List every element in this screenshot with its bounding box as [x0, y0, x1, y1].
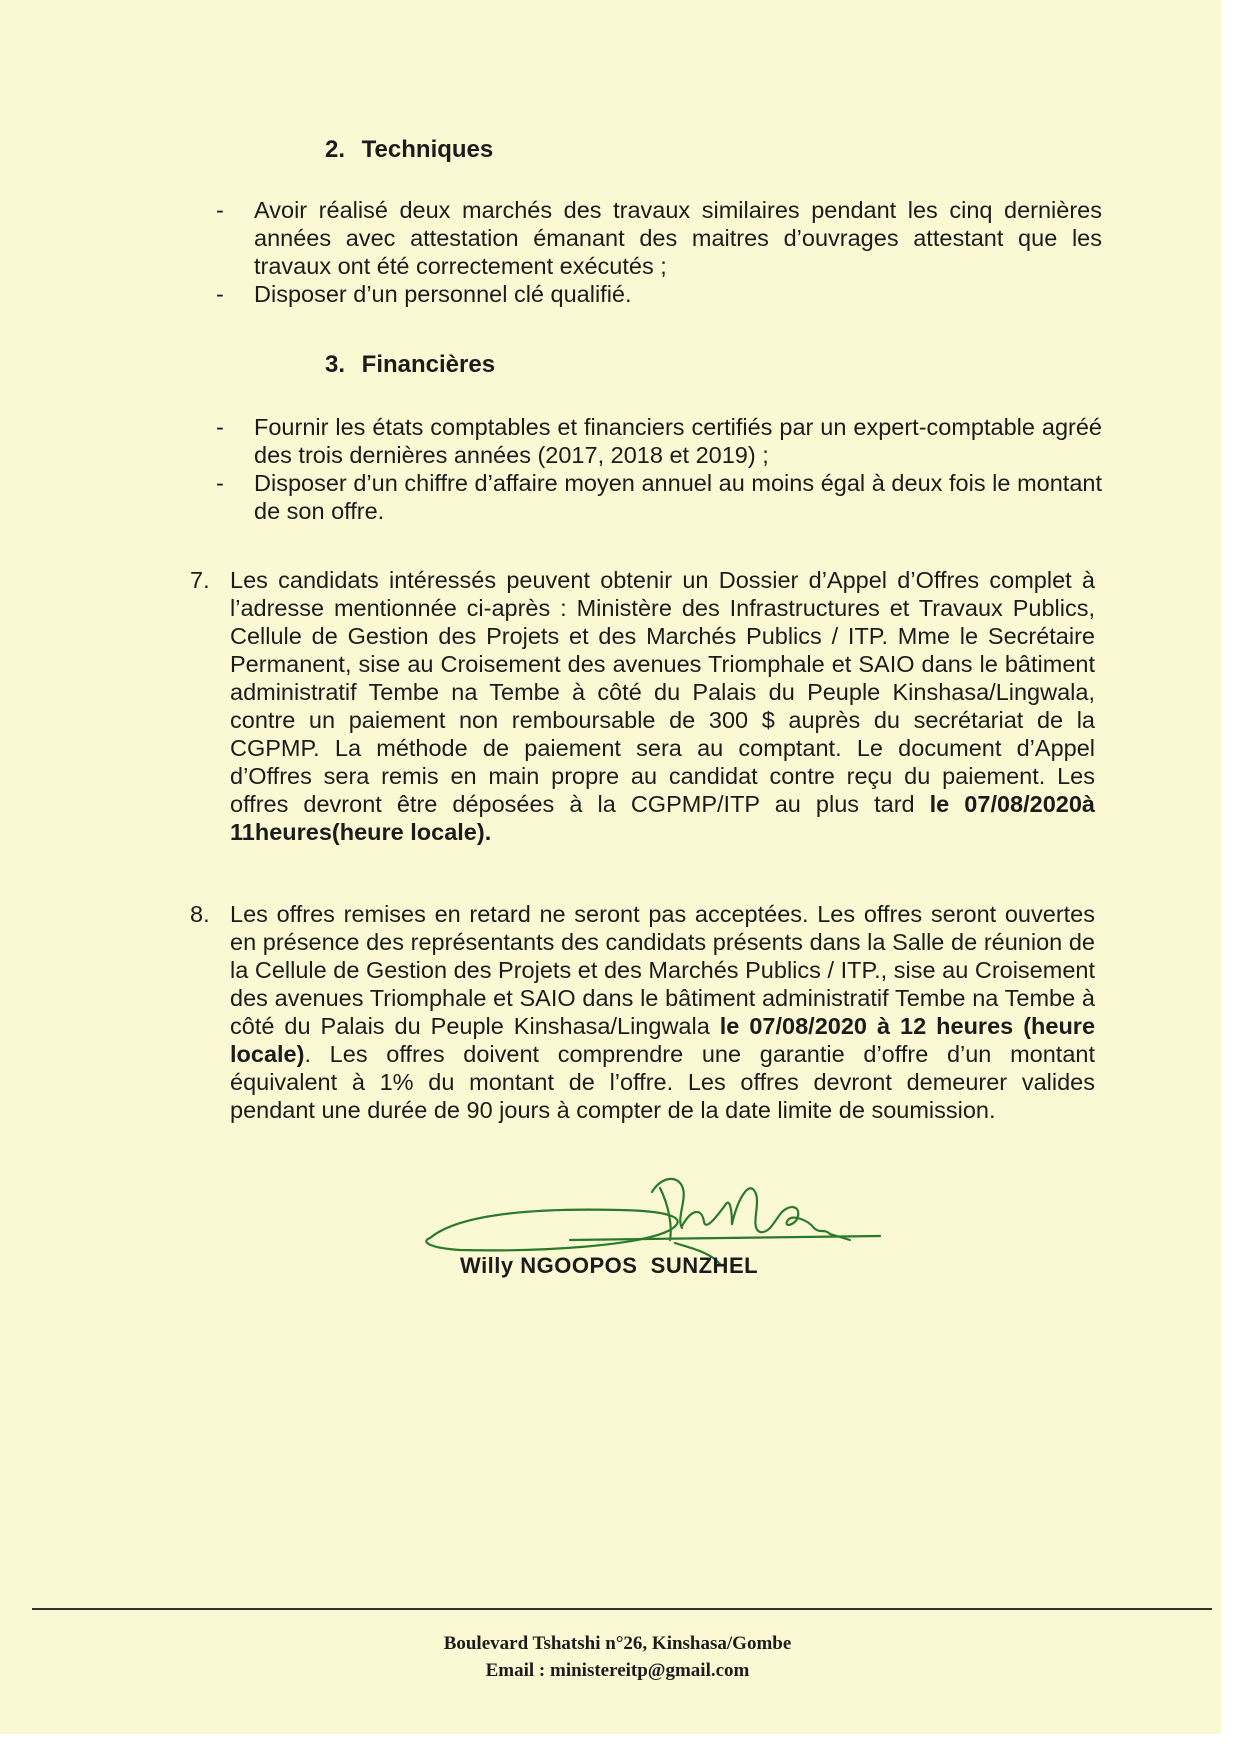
list-item-text: Disposer d’un chiffre d’affaire moyen annuel au moins égal à deux fois le montant de son offre. [254, 470, 1102, 524]
bullet-dash: - [216, 414, 224, 440]
paragraph-7-deadline: le 07/08/2020à 11heures(heure locale). [230, 791, 1095, 845]
paragraph-7-text [230, 566, 1095, 846]
section-3-bullet-list [212, 413, 1102, 525]
footer-divider [32, 1608, 1212, 1610]
section-3-title: Financières [361, 351, 496, 378]
paragraph-7-number: 7. [190, 567, 210, 593]
section-3-heading [325, 351, 495, 379]
paragraph-8-number: 8. [190, 901, 210, 927]
signatory-name: Willy NGOOPOS SUNZHEL [460, 1253, 759, 1278]
list-item-text: Disposer d’un personnel clé qualifié. [254, 281, 632, 307]
bullet-dash: - [216, 281, 224, 307]
paragraph-8-opening-date: le 07/08/2020 à 12 heures (heure locale) [230, 1013, 1096, 1067]
footer-email: Email : ministereitp@gmail.com [485, 1660, 750, 1681]
scan-edge-right [1221, 0, 1235, 1746]
bullet-dash: - [216, 470, 224, 496]
paragraph-7 [190, 566, 1095, 846]
paragraph-7-body: Les candidats intéressés peuvent obtenir un Dossier d’Appel d’Offres complet à l’adresse mentionnée ci-après : Ministère des Infrastructures et Travaux Publics, Cellule de Gestion des Projets et des Marchés Publics / ITP. Mme le Secrétaire Permanent, sise au Croisement des avenues Triomphale et SAIO dans le bâtiment administratif Tembe na Tembe à côté du Palais du Peuple Kinshasa/Lingwala, contre un paiement non remboursable de 300 $ auprès du secrétariat de la CGPMP. La méthode de paiement sera au comptant. Le document d’Appel d’Offres sera remis en main propre au candidat contre reçu du paiement. Les offres devront être déposées à la CGPMP/ITP au plus tard [230, 567, 1095, 817]
list-item [212, 413, 1102, 469]
paragraph-8-body: Les offres remises en retard ne seront pas acceptées. Les offres seront ouvertes en présence des représentants des candidats présents dans la Salle de réunion de la Cellule de Gestion des Projets et des Marchés Publics / ITP., sise au Croisement des avenues Triomphale et SAIO dans le bâtiment administratif Tembe na Tembe à côté du Palais du Peuple Kinshasa/Lingwala [230, 901, 1095, 1039]
list-item [212, 196, 1102, 280]
paragraph-8 [190, 900, 1095, 1124]
section-2-number: 2. [325, 136, 346, 163]
paragraph-8-body-end: . Les offres doivent comprendre une garantie d’offre d’un montant équivalent à 1% du montant de l’offre. Les offres devront demeurer valides pendant une durée de 90 jours à compter de la date limite de soumission. [230, 1041, 1095, 1123]
list-item-text: Fournir les états comptables et financiers certifiés par un expert-comptable agréé des trois dernières années (2017, 2018 et 2019) ; [254, 414, 1102, 468]
footer-address: Boulevard Tshatshi n°26, Kinshasa/Gombe [443, 1633, 792, 1654]
signature-block [420, 1168, 890, 1278]
section-2-title: Techniques [361, 136, 494, 163]
bullet-dash: - [216, 197, 224, 223]
section-3-number: 3. [325, 351, 346, 378]
list-item [212, 469, 1102, 525]
list-item-text: Avoir réalisé deux marchés des travaux similaires pendant les cinq dernières années avec attestation émanant des maitres d’ouvrages attestant que les travaux ont été correctement exécutés ; [254, 197, 1102, 279]
list-item [212, 280, 1102, 308]
scan-edge-bottom [0, 1734, 1235, 1746]
paragraph-8-text [230, 900, 1095, 1124]
section-2-heading [325, 136, 493, 164]
section-2-bullet-list [212, 196, 1102, 308]
